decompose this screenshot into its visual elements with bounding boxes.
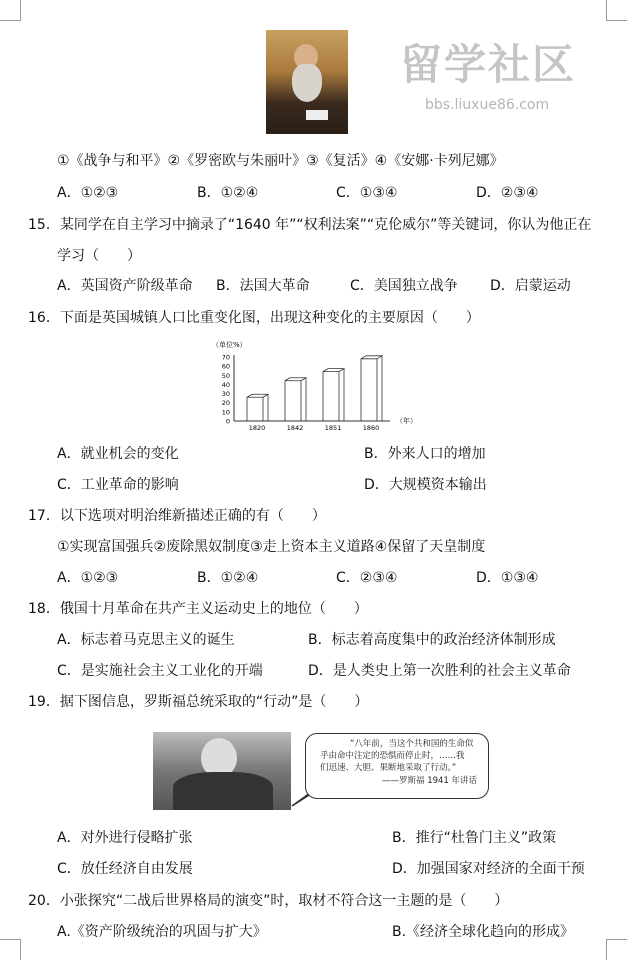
bar-1820 <box>247 394 268 421</box>
q20-stem: 20．小张探究“二战后世界格局的演变”时，取材不符合这一主题的是（ ） <box>28 893 509 909</box>
q15-option-b: B．法国大革命 <box>216 278 310 294</box>
q17-option-c: C．②③④ <box>336 570 398 586</box>
x-tick-label: 1820 <box>248 424 266 432</box>
y-tick-label: 10 <box>221 408 230 417</box>
q15-option-c: C．美国独立战争 <box>350 278 458 294</box>
q17-items: ①实现富国强兵②废除黑奴制度③走上资本主义道路④保留了天皇制度 <box>57 539 486 555</box>
quote-line: 乎由命中注定的恐惧而停止时，……我 <box>320 751 465 761</box>
q15-stem-cont: 学习（ ） <box>57 248 141 264</box>
q16-option-c: C．工业革命的影响 <box>57 477 179 493</box>
q14-works: ①《战争与和平》②《罗密欧与朱丽叶》③《复活》④《安娜·卡列尼娜》 <box>57 153 504 169</box>
y-tick-label: 20 <box>221 399 230 408</box>
q17-option-d: D．①③④ <box>476 570 539 586</box>
chart-ylabel: （单位%） <box>212 341 247 349</box>
quote-line: 们迅速、大胆、果断地采取了行动。” <box>320 763 457 773</box>
page-corner-mark <box>0 0 21 21</box>
q16-option-a: A．就业机会的变化 <box>57 446 179 462</box>
x-tick-label: 1860 <box>362 424 380 432</box>
q17-option-b: B．①②④ <box>197 570 259 586</box>
speech-bubble <box>305 733 489 799</box>
q14-option-b: B．①②④ <box>197 185 259 201</box>
q17-stem: 17．以下选项对明治维新描述正确的有（ ） <box>28 508 326 524</box>
q15-option-d: D．启蒙运动 <box>490 278 571 294</box>
y-tick-label: 60 <box>221 362 230 371</box>
q18-stem: 18．俄国十月革命在共产主义运动史上的地位（ ） <box>28 601 368 617</box>
q20-option-b: B.《经济全球化趋向的形成》 <box>392 924 575 940</box>
quote-line: “八年前，当这个共和国的生命似 <box>350 739 474 749</box>
page-corner-mark <box>606 0 627 21</box>
quote-attribution: ——罗斯福 1941 年讲话 <box>382 776 478 786</box>
bar-1860 <box>361 356 382 421</box>
watermark-url: bbs.liuxue86.com <box>425 97 550 113</box>
y-tick-label: 40 <box>221 380 230 389</box>
chart-xlabel: （年） <box>396 417 417 425</box>
q16-option-d: D．大规模资本输出 <box>364 477 487 493</box>
q14-option-c: C．①③④ <box>336 185 398 201</box>
q18-option-a: A．标志着马克思主义的诞生 <box>57 632 235 648</box>
q16-option-b: B．外来人口的增加 <box>364 446 486 462</box>
q18-option-d: D．是人类史上第一次胜利的社会主义革命 <box>308 663 571 679</box>
q18-option-b: B．标志着高度集中的政治经济体制形成 <box>308 632 556 648</box>
q14-option-d: D．②③④ <box>476 185 539 201</box>
y-tick-label: 30 <box>221 390 230 399</box>
q17-option-a: A．①②③ <box>57 570 119 586</box>
x-tick-label: 1842 <box>286 424 304 432</box>
q19-option-c: C．放任经济自由发展 <box>57 861 193 877</box>
page-corner-mark <box>606 939 627 960</box>
q19-option-a: A．对外进行侵略扩张 <box>57 830 193 846</box>
q19-stem: 19．据下图信息，罗斯福总统采取的“行动”是（ ） <box>28 694 369 710</box>
q16-stem: 16．下面是英国城镇人口比重变化图，出现这种变化的主要原因（ ） <box>28 310 480 326</box>
q18-option-c: C．是实施社会主义工业化的开端 <box>57 663 263 679</box>
q14-option-a: A．①②③ <box>57 185 119 201</box>
urban-population-chart <box>200 335 430 435</box>
bar-1851 <box>323 369 344 421</box>
bar-1842 <box>285 378 306 421</box>
y-tick-label: 0 <box>225 417 230 426</box>
watermark-logo: 留学社区 <box>400 40 577 89</box>
y-tick-label: 50 <box>221 371 230 380</box>
roosevelt-photo <box>153 732 291 810</box>
page-corner-mark <box>0 939 21 960</box>
q15-option-a: A．英国资产阶级革命 <box>57 278 193 294</box>
q19-option-d: D．加强国家对经济的全面干预 <box>392 861 585 877</box>
q15-stem: 15．某同学在自主学习中摘录了“1640 年”“权利法案”“克伦威尔”等关键词，你认为他正在 <box>28 217 592 233</box>
q19-option-b: B．推行“杜鲁门主义”政策 <box>392 830 557 846</box>
x-tick-label: 1851 <box>324 424 342 432</box>
q20-option-a: A.《资产阶级统治的巩固与扩大》 <box>57 924 267 940</box>
tolstoy-portrait <box>266 30 348 134</box>
y-tick-label: 70 <box>221 353 230 362</box>
